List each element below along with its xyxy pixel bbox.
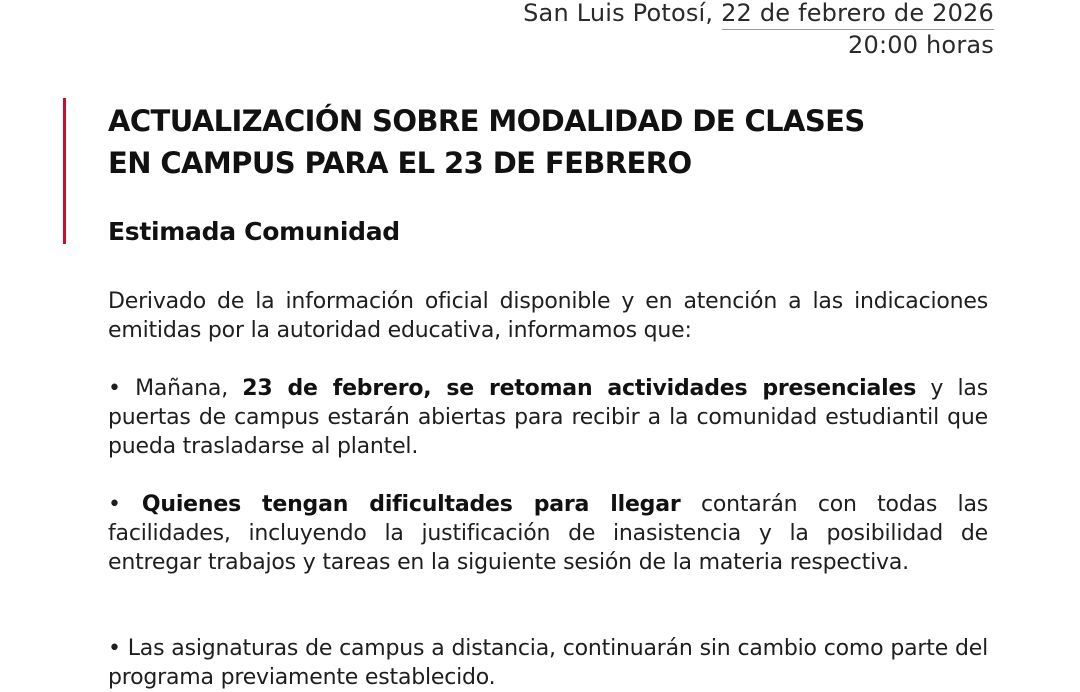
date-text: San Luis Potosí, 22 de febrero de 2026 — [523, 0, 994, 27]
item-bold-text: 23 de febrero, se retoman actividades presenciales — [242, 376, 917, 401]
time-text: 20:00 horas — [848, 31, 994, 59]
bullet: • — [108, 376, 121, 401]
list-item-difficulties — [108, 490, 988, 577]
accent-bar — [63, 98, 66, 244]
item-text: y las puertas de campus estarán abiertas para recibir a la comunidad estudiantil que pueda trasladarse al plantel. — [108, 376, 988, 459]
page-title — [108, 100, 988, 184]
item-text: Mañana, — [120, 376, 243, 401]
salutation: Estimada Comunidad — [108, 217, 400, 246]
bullet: • — [108, 636, 121, 661]
intro-paragraph: Derivado de la información oficial disponible y en atención a las indicaciones emitidas por la autoridad educativa, informamos que: — [108, 289, 988, 343]
list-item-return-in-person — [108, 374, 988, 461]
title-line-1: ACTUALIZACIÓN SOBRE MODALIDAD DE CLASES — [108, 104, 865, 138]
item-text: contarán con todas las facilidades, incluyendo la justificación de inasistencia y la posibilidad de entregar trabajos y tareas en la siguiente sesión de la materia respectiva. — [108, 492, 988, 575]
list-item-distance-courses — [108, 634, 988, 692]
item-bold-text: Quienes tengan dificultades para llegar — [120, 492, 681, 517]
bullet: • — [108, 492, 121, 517]
title-line-2: EN CAMPUS PARA EL 23 DE FEBRERO — [108, 146, 692, 180]
dateline — [523, 0, 994, 62]
item-text: Las asignaturas de campus a distancia, continuarán sin cambio como parte del programa previamente establecido. — [108, 636, 988, 690]
